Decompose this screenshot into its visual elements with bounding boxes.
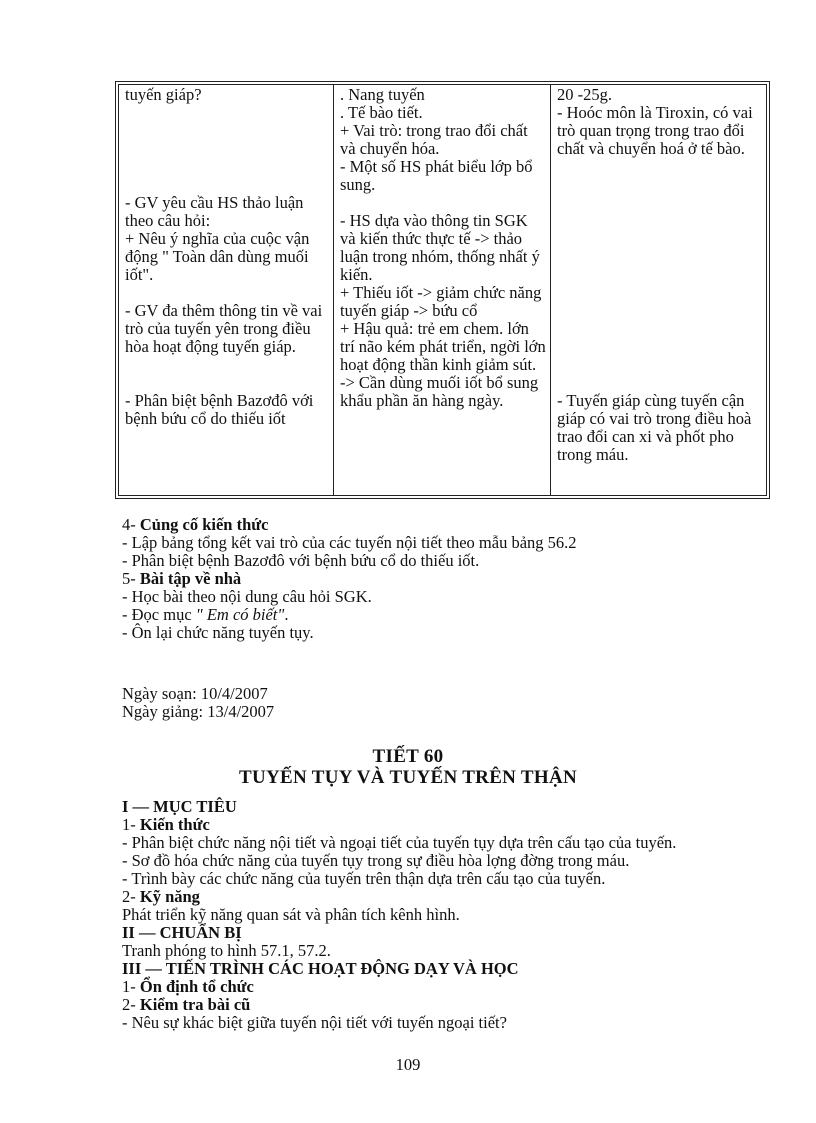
section-heading: I — MỤC TIÊU xyxy=(122,797,237,816)
section-heading: 4- Củng cố kiến thức xyxy=(122,515,269,534)
table-column-student xyxy=(334,85,551,495)
table-cell-text: - Một số HS phát biểu lớp bổ sung. xyxy=(340,157,533,194)
table-cell-text: -> Cần dùng muối iốt bổ sung khẩu phần ăn hàng ngày. xyxy=(340,373,539,410)
lesson-body xyxy=(122,798,776,1032)
section-heading: II — CHUẨN BỊ xyxy=(122,923,242,942)
table-cell-text: . Nang tuyến xyxy=(340,85,425,104)
lesson-title-block xyxy=(0,746,816,788)
dates-block xyxy=(122,685,776,721)
list-item: - Đọc mục " Em có biết". xyxy=(122,605,289,624)
consolidation-section xyxy=(122,516,776,642)
table-column-teacher xyxy=(119,85,334,495)
lesson-number: TIẾT 60 xyxy=(372,746,444,767)
activity-table xyxy=(118,84,767,496)
list-item: - Nêu sự khác biệt giữa tuyến nội tiết với tuyến ngoại tiết? xyxy=(122,1013,507,1032)
table-cell-text: + Vai trò: trong trao đổi chất và chuyển hóa. xyxy=(340,121,528,158)
table-cell-text: + Nêu ý nghĩa của cuộc vận động " Toàn dân dùng muối iốt". xyxy=(125,229,310,284)
table-cell-text: - HS dựa vào thông tin SGK và kiến thức thực tế -> thảo luận trong nhóm, thống nhất ý kiến. xyxy=(340,211,540,284)
subsection-heading: 2- Kiểm tra bài cũ xyxy=(122,995,251,1014)
list-item: Phát triển kỹ năng quan sát và phân tích kênh hình. xyxy=(122,905,460,924)
table-cell-text: - GV đa thêm thông tin về vai trò của tuyến yên trong điều hòa hoạt động tuyến giáp. xyxy=(125,301,323,356)
list-item: - Ôn lại chức năng tuyến tụy. xyxy=(122,623,314,642)
list-item: - Phân biệt bệnh Bazơđô với bệnh bứu cổ do thiếu iốt. xyxy=(122,551,480,570)
list-item: Tranh phóng to hình 57.1, 57.2. xyxy=(122,941,331,960)
table-cell-text: 20 -25g. xyxy=(557,85,612,104)
table-cell-text: - Hoóc môn là Tiroxin, có vai trò quan trọng trong trao đổi chất và chuyển hoá ở tế bào. xyxy=(557,103,753,158)
table-cell-text: - GV yêu cầu HS thảo luận theo câu hỏi: xyxy=(125,193,304,230)
list-item: - Sơ đồ hóa chức năng của tuyến tụy trong sự điều hòa lợng đờng trong máu. xyxy=(122,851,630,870)
page-number: 109 xyxy=(395,1055,421,1074)
prepared-date: Ngày soạn: 10/4/2007 xyxy=(122,684,268,703)
section-heading: 5- Bài tập về nhà xyxy=(122,569,242,588)
list-item: - Lập bảng tổng kết vai trò của các tuyến nội tiết theo mẫu bảng 56.2 xyxy=(122,533,577,552)
table-cell-text: + Thiếu iốt -> giảm chức năng tuyến giáp -> bứu cổ xyxy=(340,283,542,320)
section-heading: III — TIẾN TRÌNH CÁC HOẠT ĐỘNG DẠY VÀ HỌC xyxy=(122,959,519,978)
table-cell-text: + Hậu quả: trẻ em chem. lớn trí não kém phát triển, ngời lớn hoạt động thần kinh giảm sút. xyxy=(340,319,546,374)
list-item: - Phân biệt chức năng nội tiết và ngoại tiết của tuyến tụy dựa trên cấu tạo của tuyến. xyxy=(122,833,677,852)
list-item: - Trình bày các chức năng của tuyến trên thận dựa trên cấu tạo của tuyến. xyxy=(122,869,606,888)
list-item: - Học bài theo nội dung câu hỏi SGK. xyxy=(122,587,372,606)
taught-date: Ngày giảng: 13/4/2007 xyxy=(122,702,275,721)
table-cell-text: - Tuyến giáp cùng tuyến cận giáp có vai trò trong điều hoà trao đổi can xi và phốt pho trong máu. xyxy=(557,391,752,464)
table-cell-text: - Phân biệt bệnh Bazơđô với bệnh bứu cổ do thiếu iốt xyxy=(125,391,314,428)
subsection-heading: 2- Kỹ năng xyxy=(122,887,200,906)
subsection-heading: 1- Ổn định tổ chức xyxy=(122,977,254,996)
table-column-content xyxy=(551,85,768,495)
table-cell-text: tuyến giáp? xyxy=(125,85,202,104)
subsection-heading: 1- Kiến thức xyxy=(122,815,210,834)
lesson-title: TUYẾN TỤY VÀ TUYẾN TRÊN THẬN xyxy=(239,767,577,788)
table-cell-text: . Tế bào tiết. xyxy=(340,103,423,122)
